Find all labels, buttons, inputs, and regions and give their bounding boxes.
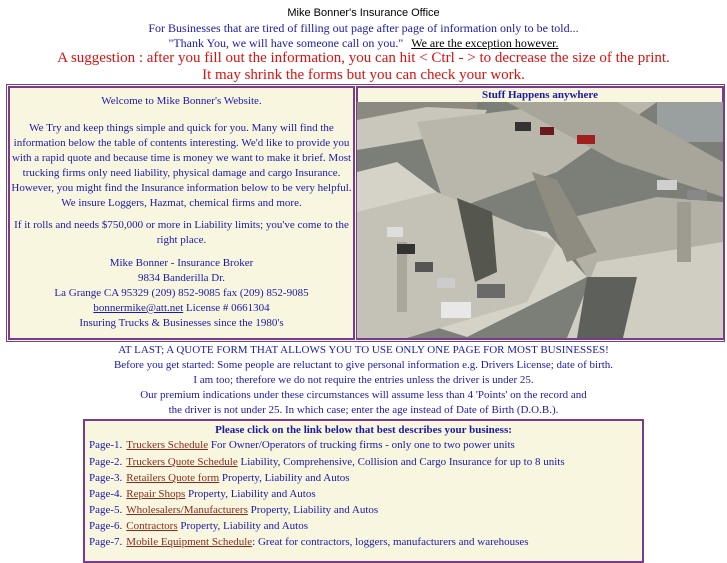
intro-line-2 bbox=[0, 36, 727, 51]
page-item-7 bbox=[89, 536, 529, 548]
page-description: For Owner/Operators of trucking firms - only one to two power units bbox=[208, 439, 515, 451]
photo-caption: Stuff Happens anywhere bbox=[482, 89, 598, 101]
intro-line-1: For Businesses that are tired of filling out page after page of information only to be told... bbox=[148, 21, 579, 35]
page-item-4 bbox=[89, 488, 316, 500]
page-link-contractors[interactable]: Contractors bbox=[126, 520, 178, 532]
broker-email-license bbox=[8, 301, 355, 317]
page-number: Page-3. bbox=[89, 472, 123, 484]
welcome-p1-l6: We insure Loggers, Hazmat, chemical firms and more. bbox=[61, 197, 302, 209]
info-line-4: the driver is not under 25. In which case; enter the age instead of Date of Birth (D.O.B.). bbox=[168, 404, 559, 416]
welcome-p1-l3: with a rapid quote and because time is money we want to make it brief. Most bbox=[11, 152, 352, 164]
page-number: Page-7. bbox=[89, 536, 123, 548]
info-line-3: Our premium indications under these circumstances will assume less than 4 'Points' on the record and bbox=[140, 389, 587, 401]
page-number: Page-6. bbox=[89, 520, 123, 532]
page-description: Liability, Comprehensive, Collision and Cargo Insurance for up to 8 units bbox=[237, 456, 565, 468]
page-description: Property, Liability and Autos bbox=[185, 488, 316, 500]
page-description: Property, Liability and Autos bbox=[219, 472, 350, 484]
collapsed-freeway-photo bbox=[357, 102, 723, 338]
broker-name: Mike Bonner - Insurance Broker bbox=[109, 257, 254, 269]
welcome-p1-l4: trucking firms only need liability, physical damage and cargo Insurance. bbox=[22, 167, 341, 179]
info-line-2: I am too; therefore we do not require the entries unless the driver is under 25. bbox=[193, 374, 534, 386]
page-link-wholesalers[interactable]: Wholesalers/Manufacturers bbox=[126, 504, 248, 516]
welcome-title: Welcome to Mike Bonner's Website. bbox=[101, 95, 262, 107]
suggestion-line-2: It may shrink the forms but you can check your work. bbox=[202, 67, 525, 83]
page-item-1 bbox=[89, 439, 515, 451]
welcome-p1-l2: information below the table of contents interesting. We'd like to provide you bbox=[13, 137, 350, 149]
page-item-3 bbox=[89, 472, 350, 484]
license-number: License # 0661304 bbox=[185, 302, 270, 314]
page-item-5 bbox=[89, 504, 378, 516]
suggestion-line-1: A suggestion : after you fill out the information, you can hit < Ctrl - > to decrease the size of the print. bbox=[57, 50, 670, 66]
page-item-2 bbox=[89, 456, 565, 468]
email-link[interactable]: bonnermike@att.net bbox=[93, 302, 184, 314]
page-link-repair-shops[interactable]: Repair Shops bbox=[126, 488, 186, 500]
info-line-1: Before you get started: Some people are reluctant to give personal information e.g. Drivers License; date of birth. bbox=[113, 359, 614, 371]
exception-link[interactable]: We are the exception however. bbox=[411, 36, 559, 50]
broker-street: 9834 Banderilla Dr. bbox=[137, 272, 226, 284]
page-description: Property, Liability and Autos bbox=[177, 520, 308, 532]
welcome-p1-l5: However, you might find the Insurance information below to be very helpful. bbox=[11, 182, 352, 194]
welcome-p1-l1: We Try and keep things simple and quick for you. Many will find the bbox=[29, 122, 334, 134]
page-link-mobile-equipment[interactable]: Mobile Equipment Schedule bbox=[126, 536, 253, 548]
page-link-truckers-schedule[interactable]: Truckers Schedule bbox=[126, 439, 209, 451]
page-link-truckers-quote[interactable]: Truckers Quote Schedule bbox=[126, 456, 238, 468]
broker-city-phone: La Grange CA 95329 (209) 852-9085 fax (209) 852-9085 bbox=[54, 287, 309, 299]
page-item-6 bbox=[89, 520, 308, 532]
quote-text: "Thank You, we will have someone call on you." bbox=[168, 36, 404, 50]
page-number: Page-2. bbox=[89, 456, 123, 468]
page-number: Page-4. bbox=[89, 488, 123, 500]
page-description: : Great for contractors, loggers, manufacturers and warehouses bbox=[252, 536, 529, 548]
welcome-p2-l2: right place. bbox=[156, 234, 207, 246]
office-title: Mike Bonner's Insurance Office bbox=[287, 7, 440, 19]
quote-form-headline: AT LAST; A QUOTE FORM THAT ALLOWS YOU TO USE ONLY ONE PAGE FOR MOST BUSINESSES! bbox=[118, 344, 609, 356]
welcome-p2-l1: If it rolls and needs $750,000 or more in Liability limits; you've come to the bbox=[14, 219, 349, 231]
page-number: Page-1. bbox=[89, 439, 123, 451]
page-description: Property, Liability and Autos bbox=[247, 504, 379, 516]
pages-title: Please click on the link below that best describes your business: bbox=[215, 424, 512, 436]
page-link-retailers[interactable]: Retailers Quote form bbox=[126, 472, 220, 484]
broker-since: Insuring Trucks & Businesses since the 1980's bbox=[79, 317, 284, 329]
page-number: Page-5. bbox=[89, 504, 123, 516]
